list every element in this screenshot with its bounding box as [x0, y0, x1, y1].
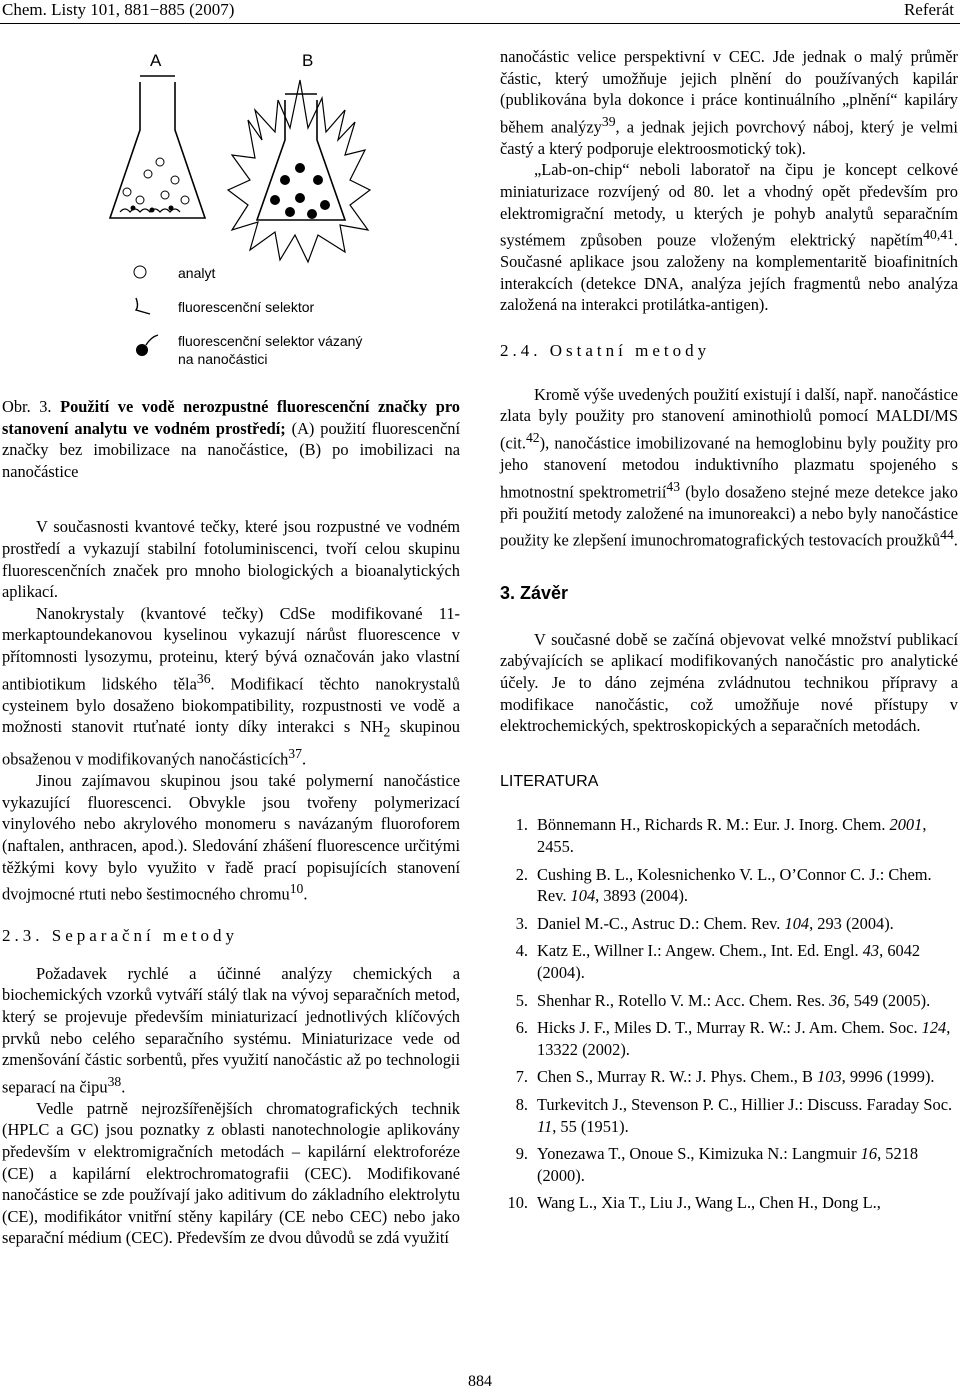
- left-column: [2, 396, 460, 1249]
- section-heading-other-methods: 2.4. Ostatní metody: [500, 341, 711, 361]
- panel-a-label: A: [150, 51, 162, 70]
- reference-item: 10. Wang L., Xia T., Liu J., Wang L., Chen H., Dong L.,: [507, 1193, 881, 1213]
- paragraph: V současné době se začíná objevovat velké množství publikací zabývajících se aplikací modifikovaných nanočástic pro analytické účely. Je to dáno zejména zvládnutou technikou přípravy a modifikace nanočástic, což umožňuje nové přístupy v elektrochemických, spektroskopických a separačních metodách.: [500, 629, 958, 736]
- figure-caption: Obr. 3. Použití ve vodě nerozpustné fluorescenční značky pro stanovení analytu ve vodném prostředí; (A) použití fluorescenční značky bez imobilizace na nanočástice, (B) po imobilizaci na nanočástice: [2, 397, 461, 481]
- right-column: [500, 46, 958, 1220]
- reference-item: 6. Hicks J. F., Miles D. T., Murray R. W.: J. Am. Chem. Soc. 124, 13322 (2002).: [515, 1018, 951, 1059]
- section-heading-conclusion: 3. Závěr: [500, 583, 569, 604]
- running-header: [0, 0, 960, 22]
- analyte-circle-icon: [134, 266, 146, 278]
- reference-item: 5. Shenhar R., Rotello V. M.: Acc. Chem. Res. 36, 549 (2005).: [515, 990, 931, 1010]
- paragraph: Požadavek rychlé a účinné analýzy chemických a biochemických vzorků vytváří stálý tlak na vývoj separačních metod, který se projevuje především miniaturizací jednotlivých klíčových prvků nebo celého separačního systému. Miniaturizace vede od zmenšování částic sorbentů, přes využití nanočástic až po technologii separací na čipu$^{38}$.: [2, 963, 460, 1097]
- flask-b: [228, 80, 370, 262]
- reference-item: 3. Daniel M.-C., Astruc D.: Chem. Rev. 104, 293 (2004).: [515, 913, 894, 933]
- section-label: Referát: [903, 0, 954, 19]
- reference-item: 1. Bönnemann H., Richards R. M.: Eur. J. Inorg. Chem. 2001, 2455.: [515, 815, 927, 856]
- paragraph: Jinou zajímavou skupinou jsou také polymerní nanočástice vykazující fluorescenci. Obvykle jsou tvořeny polymerizací vinylového nebo akrylového monomeru s navázaným fluoroforem (naftalen, anthracen, apod.). Sledování zhášení fluorescence určitými těžkými kovy bylo využito v řadě prací popisujících stanovení dvojmocné rtuti nebo šestimocného chromu$^{10}$.: [2, 771, 460, 904]
- bound-selector-icon: [136, 335, 158, 356]
- figure-3: [0, 40, 470, 385]
- legend-analyte: [134, 265, 215, 281]
- paragraph: V současnosti kvantové tečky, které jsou rozpustné ve vodném prostředí a vykazují stabilní fotoluminiscenci, tvoří celou skupinu fluorescenčních značek pro mnoho biologických a bioanalytických aplikací.: [2, 517, 460, 602]
- fluorescent-selector-icon: [136, 298, 150, 314]
- legend-bound-text-1: fluorescenční selektor vázaný: [178, 333, 363, 349]
- references-title: LITERATURA: [500, 772, 599, 790]
- section-heading-separation: 2.3. Separační metody: [2, 926, 239, 946]
- figure-drawing: [0, 40, 470, 385]
- reference-item: 7. Chen S., Murray R. W.: J. Phys. Chem., B 103, 9996 (1999).: [515, 1067, 935, 1087]
- paragraph: nanočástic velice perspektivní v CEC. Jde jednak o malý průměr částic, který umožňuje jejich plnění do používaných kapilár (publikována byla dokonce i práce kontinuálního „plnění“ kapiláry během analýzy$^{39}$, a jednak jejich povrchový náboj, který je velmi častý a který podporuje elektroosmotický tok).: [500, 47, 958, 158]
- reference-item: 4. Katz E., Willner I.: Angew. Chem., Int. Ed. Engl. 43, 6042 (2004).: [515, 941, 921, 982]
- page-number: 884: [468, 1373, 492, 1390]
- reference-item: 2. Cushing B. L., Kolesnichenko V. L., O’Connor C. J.: Chem. Rev. 104, 3893 (2004).: [515, 864, 932, 906]
- legend-bound-text-2: na nanočástici: [178, 351, 268, 367]
- journal-citation: Chem. Listy 101, 881−885 (2007): [2, 0, 235, 19]
- reference-item: 8. Turkevitch J., Stevenson P. C., Hillier J.: Discuss. Faraday Soc. 11, 55 (1951).: [515, 1094, 953, 1136]
- legend-bound-selector: [136, 333, 362, 367]
- flask-a: [110, 76, 205, 218]
- legend-selector-text: fluorescenční selektor: [178, 299, 315, 315]
- paragraph: Vedle patrně nejrozšířenějších chromatografických technik (HPLC a GC) jsou poznatky z oblasti nanotechnologie aplikovány především v elektromigračních metodách – kapilární elektroforéze (CE) a kapilární elektrochromatografii (CEC). Modifikované nanočástice se zde používají jako aditivum do základního elektrolytu (CE), modifikátor vnitřní stěny kapiláry (CE nebo CEC) nebo jako separační médium (CEC). Především ze dvou důvodů se zdá využití: [2, 1098, 460, 1248]
- reference-list: [500, 814, 958, 1214]
- paragraph: Kromě výše uvedených použití existují i další, např. nanočástice zlata byly použity pro stanovení aminothiolů pomocí MALDI/MS (cit.$^{42}$), nanočástice imobilizované na hemoglobinu byly použity pro jeho stanovení metodou induktivního plazmatu spojeného s hmotnostní spektrometrií$^{43}$ (bylo dosaženo stejné meze detekce jako při použití metody založené na imunoreakci) a nebo byly nanočástice použity ke zlepšení imunochromatografických testovacích proužků$^{44}$.: [500, 384, 958, 550]
- paragraph: „Lab-on-chip“ neboli laboratoř na čipu je koncept celkové miniaturizace rozvíjený od 80. let a vhodný opět především pro elektromigrační metody, u kterých je pohyb analytů separačním systémem způsoben pouze vloženým elektrický napětím$^{40,41}$. Současné aplikace jsou založeny na komplementaritě bioafinitních interakcích (detekce DNA, analýza jejích fragmentů nebo analýza založená na interakci protilátka-antigen).: [500, 160, 958, 315]
- legend-selector: [136, 298, 315, 315]
- legend-analyte-text: analyt: [178, 265, 216, 281]
- panel-b-label: B: [302, 51, 314, 70]
- reference-item: 9. Yonezawa T., Onoue S., Kimizuka N.: Langmuir 16, 5218 (2000).: [515, 1144, 919, 1185]
- paragraph: Nanokrystaly (kvantové tečky) CdSe modifikované 11-merkaptoundekanovou kyselinou vykazují nárůst fluorescence v přítomnosti lysozymu, proteinu, který bývá označován jako vlastní antibiotikum lidského těla$^{36}$. Modifikací těchto nanokrystalů cysteinem bylo dosaženo biokompatibility, rozpustnosti ve vodě a možnosti stanovit rtuťnaté ionty díky interakci s $NH_2$ skupinou obsaženou v modifikovaných nanočásticích$^{37}$.: [2, 603, 460, 769]
- header-rule: [0, 23, 960, 24]
